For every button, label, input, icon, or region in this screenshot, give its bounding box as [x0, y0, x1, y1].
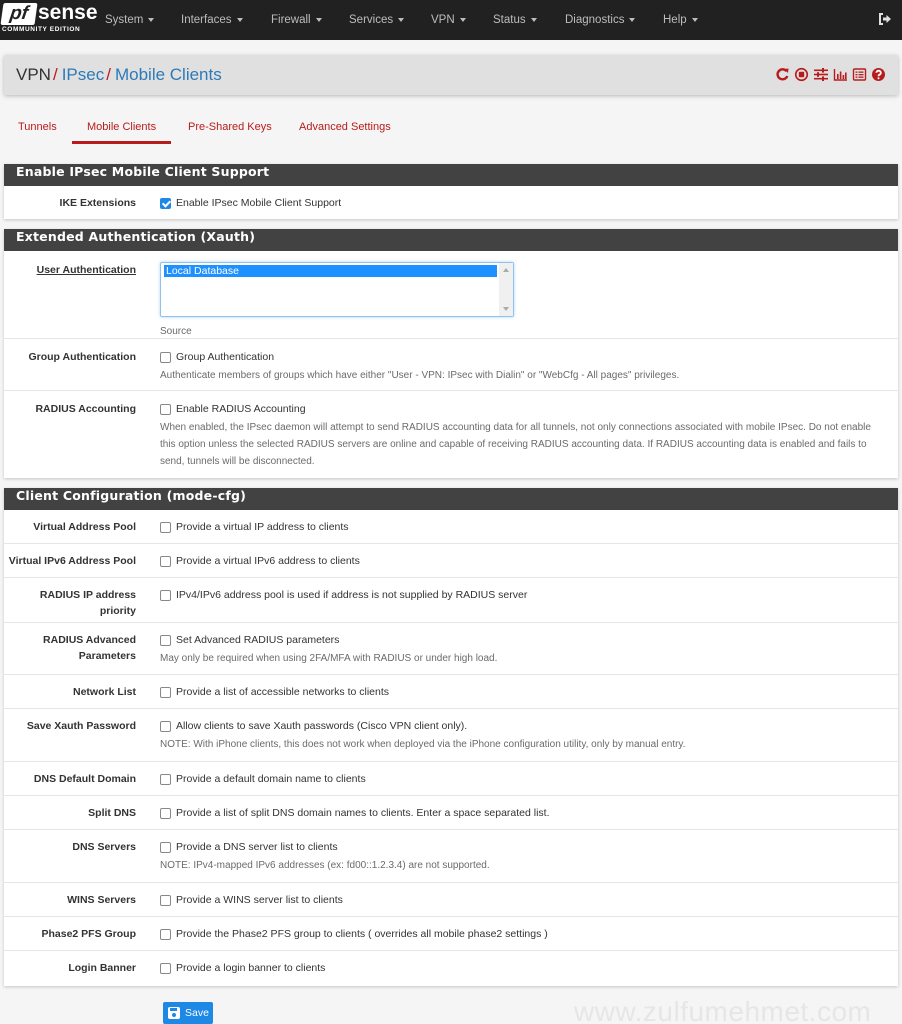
field-label: Network List	[72, 686, 136, 698]
stop-service-icon[interactable]	[794, 67, 809, 82]
checkbox-label: Enable RADIUS Accounting	[176, 403, 306, 415]
virtual-address-pool-checkbox[interactable]	[160, 519, 888, 535]
panel-heading: Extended Authentication (Xauth)	[4, 229, 898, 251]
log-list-icon[interactable]	[852, 67, 867, 82]
checkbox-label: Set Advanced RADIUS parameters	[176, 634, 340, 646]
help-icon[interactable]	[871, 67, 886, 82]
network-list-checkbox[interactable]	[160, 684, 888, 700]
pfsense-logo[interactable]	[2, 1, 98, 37]
row-virtual-ipv6-address-pool	[4, 544, 898, 578]
sign-out-icon[interactable]	[878, 12, 892, 26]
checkbox-icon[interactable]	[160, 808, 171, 819]
nav-interfaces[interactable]	[181, 0, 243, 40]
nav-label: VPN	[431, 14, 455, 26]
caret-down-icon	[148, 18, 154, 22]
nav-label: Services	[349, 14, 394, 26]
help-text: NOTE: With iPhone clients, this does not work when deployed via the iPhone configuration utility, only by manual entry.	[160, 739, 686, 750]
breadcrumb-ipsec[interactable]: IPsec	[61, 65, 105, 84]
checkbox-label: Provide a list of split DNS domain names to clients. Enter a space separated list.	[176, 807, 550, 819]
dns-default-domain-checkbox[interactable]	[160, 771, 888, 787]
panel-heading: Enable IPsec Mobile Client Support	[4, 164, 898, 186]
field-label: WINS Servers	[67, 894, 136, 906]
radius-ip-priority-checkbox[interactable]	[160, 587, 888, 603]
help-text: Source	[160, 326, 192, 337]
breadcrumb	[16, 55, 222, 95]
field-label: Group Authentication	[28, 351, 136, 363]
checkbox-label: Provide a WINS server list to clients	[176, 894, 343, 906]
nav-label: Interfaces	[181, 14, 232, 26]
checkbox-icon[interactable]	[160, 352, 171, 363]
row-login-banner	[4, 951, 898, 985]
nav-services[interactable]	[349, 0, 404, 40]
dns-servers-checkbox[interactable]	[160, 839, 888, 855]
nav-firewall[interactable]	[271, 0, 322, 40]
field-label: RADIUS Accounting	[35, 403, 136, 415]
tab-advanced-settings[interactable]: Advanced Settings	[299, 121, 391, 133]
status-chart-icon[interactable]	[833, 67, 848, 82]
radius-accounting-checkbox[interactable]	[160, 401, 888, 417]
breadcrumb-mobile-clients[interactable]: Mobile Clients	[114, 65, 222, 84]
row-user-authentication	[4, 251, 898, 339]
tab-mobile-clients[interactable]: Mobile Clients	[72, 112, 171, 144]
row-network-list	[4, 675, 898, 709]
breadcrumb-panel	[4, 55, 898, 95]
field-label: DNS Servers	[72, 841, 136, 853]
field-label: Virtual Address Pool	[33, 521, 136, 533]
field-label: RADIUS IP address priority	[39, 589, 136, 617]
nav-label: System	[105, 14, 144, 26]
tab-tunnels[interactable]: Tunnels	[18, 121, 57, 133]
row-wins-servers	[4, 883, 898, 917]
checkbox-icon[interactable]	[160, 556, 171, 567]
checkbox-label: Provide a default domain name to clients	[176, 773, 366, 785]
nav-label: Firewall	[271, 14, 311, 26]
caret-down-icon	[460, 18, 466, 22]
checkbox-icon[interactable]	[160, 687, 171, 698]
help-text: Authenticate members of groups which have either "User - VPN: IPsec with Dialin" or "WebCfg - All pages" privileges.	[160, 370, 680, 381]
row-dns-default-domain	[4, 762, 898, 796]
nav-label: Diagnostics	[565, 14, 625, 26]
checkbox-label: Provide a list of accessible networks to clients	[176, 686, 390, 698]
row-save-xauth-password	[4, 709, 898, 762]
tab-pre-shared-keys[interactable]: Pre-Shared Keys	[188, 121, 272, 133]
nav-label: Help	[663, 14, 687, 26]
field-label: DNS Default Domain	[33, 773, 136, 785]
row-dns-servers	[4, 830, 898, 883]
save-button[interactable]	[163, 1002, 213, 1024]
nav-status[interactable]	[493, 0, 537, 40]
caret-down-icon	[629, 18, 635, 22]
radius-advanced-checkbox[interactable]	[160, 632, 888, 648]
checkbox-label: Provide a virtual IP address to clients	[176, 521, 349, 533]
breadcrumb-separator: /	[52, 65, 58, 84]
login-banner-checkbox[interactable]	[160, 960, 888, 976]
wins-servers-checkbox[interactable]	[160, 892, 888, 908]
option-local-database[interactable]: Local Database	[164, 265, 497, 277]
checkbox-icon[interactable]	[160, 929, 171, 940]
caret-down-icon	[692, 18, 698, 22]
checkbox-icon[interactable]	[160, 635, 171, 646]
field-label: IKE Extensions	[59, 197, 136, 209]
panel-client-configuration	[4, 488, 898, 986]
checkbox-icon[interactable]	[160, 404, 171, 415]
checkbox-label: Provide a DNS server list to clients	[176, 841, 338, 853]
ike-extensions-checkbox[interactable]	[160, 195, 888, 211]
field-label: Save Xauth Password	[26, 720, 136, 732]
breadcrumb-actions	[775, 67, 886, 82]
nav-diagnostics[interactable]	[565, 0, 635, 40]
save-label: Save	[185, 1007, 209, 1019]
checkbox-checked-icon[interactable]	[160, 198, 171, 209]
logo-edition: COMMUNITY EDITION	[2, 26, 81, 33]
caret-down-icon	[237, 18, 243, 22]
checkbox-label: Allow clients to save Xauth passwords (Cisco VPN client only).	[176, 720, 468, 732]
checkbox-label: Provide the Phase2 PFS group to clients ( overrides all mobile phase2 settings )	[176, 928, 548, 940]
scroll-down-icon[interactable]	[503, 307, 509, 311]
field-label: RADIUS Advanced Parameters	[43, 634, 136, 662]
logo-word: sense	[38, 1, 98, 24]
checkbox-icon[interactable]	[160, 774, 171, 785]
checkbox-icon[interactable]	[160, 842, 171, 853]
checkbox-icon[interactable]	[160, 963, 171, 974]
checkbox-icon[interactable]	[160, 522, 171, 533]
row-ike-extensions	[4, 186, 898, 219]
field-label: Phase2 PFS Group	[41, 928, 136, 940]
restart-service-icon[interactable]	[775, 67, 790, 82]
virtual-ipv6-pool-checkbox[interactable]	[160, 553, 888, 569]
panel-xauth	[4, 229, 898, 478]
checkbox-label: Group Authentication	[176, 351, 275, 363]
user-authentication-select[interactable]	[160, 262, 514, 317]
row-group-authentication	[4, 339, 898, 391]
nav-help[interactable]	[663, 0, 698, 40]
breadcrumb-separator: /	[106, 65, 111, 84]
checkbox-label: Enable IPsec Mobile Client Support	[176, 197, 342, 209]
caret-down-icon	[316, 18, 322, 22]
select-scrollbar[interactable]	[499, 263, 513, 316]
panel-enable-mobile	[4, 164, 898, 219]
scroll-up-icon[interactable]	[503, 268, 509, 272]
save-xauth-password-checkbox[interactable]	[160, 718, 888, 734]
panel-heading: Client Configuration (mode-cfg)	[4, 488, 898, 510]
caret-down-icon	[398, 18, 404, 22]
nav-vpn[interactable]	[431, 0, 466, 40]
split-dns-checkbox[interactable]	[160, 805, 888, 821]
field-label: Split DNS	[88, 807, 136, 819]
help-text: NOTE: IPv4-mapped IPv6 addresses (ex: fd00::1.2.3.4) are not supported.	[160, 860, 490, 871]
checkbox-label: Provide a virtual IPv6 address to clients	[176, 555, 360, 567]
nav-system[interactable]	[105, 0, 154, 40]
phase2-pfs-group-checkbox[interactable]	[160, 926, 888, 942]
nav-label: Status	[493, 14, 526, 26]
field-label: Virtual IPv6 Address Pool	[8, 555, 136, 567]
checkbox-icon[interactable]	[160, 721, 171, 732]
row-phase2-pfs-group	[4, 917, 898, 951]
checkbox-icon[interactable]	[160, 895, 171, 906]
caret-down-icon	[531, 18, 537, 22]
row-split-dns	[4, 796, 898, 830]
watermark: www.zulfumehmet.com	[574, 996, 872, 1024]
row-radius-accounting	[4, 391, 898, 477]
save-icon	[168, 1007, 180, 1019]
tab-bar	[0, 112, 902, 148]
row-radius-ip-priority	[4, 578, 898, 623]
logo-mark: pf	[0, 3, 37, 25]
breadcrumb-vpn: VPN	[16, 65, 51, 84]
field-label: Login Banner	[68, 962, 136, 974]
checkbox-icon[interactable]	[160, 590, 171, 601]
row-radius-advanced	[4, 623, 898, 675]
related-settings-icon[interactable]	[813, 67, 829, 82]
checkbox-label: IPv4/IPv6 address pool is used if address is not supplied by RADIUS server	[176, 589, 528, 601]
group-authentication-checkbox[interactable]	[160, 349, 888, 365]
row-virtual-address-pool	[4, 510, 898, 544]
help-text: May only be required when using 2FA/MFA with RADIUS or under high load.	[160, 653, 498, 664]
help-text: When enabled, the IPsec daemon will attempt to send RADIUS accounting data for all tunnels, not only connections associated with mobile IPsec. Do not enable this option unless the selected RADIUS servers are online and capable of receiving RADIUS accounting data. If RADIUS accounting data is enabled and fails to send, tunnels will be disconnected.	[160, 422, 871, 467]
checkbox-label: Provide a login banner to clients	[176, 962, 326, 974]
field-label[interactable]: User Authentication	[36, 264, 136, 276]
top-navbar	[0, 0, 902, 40]
